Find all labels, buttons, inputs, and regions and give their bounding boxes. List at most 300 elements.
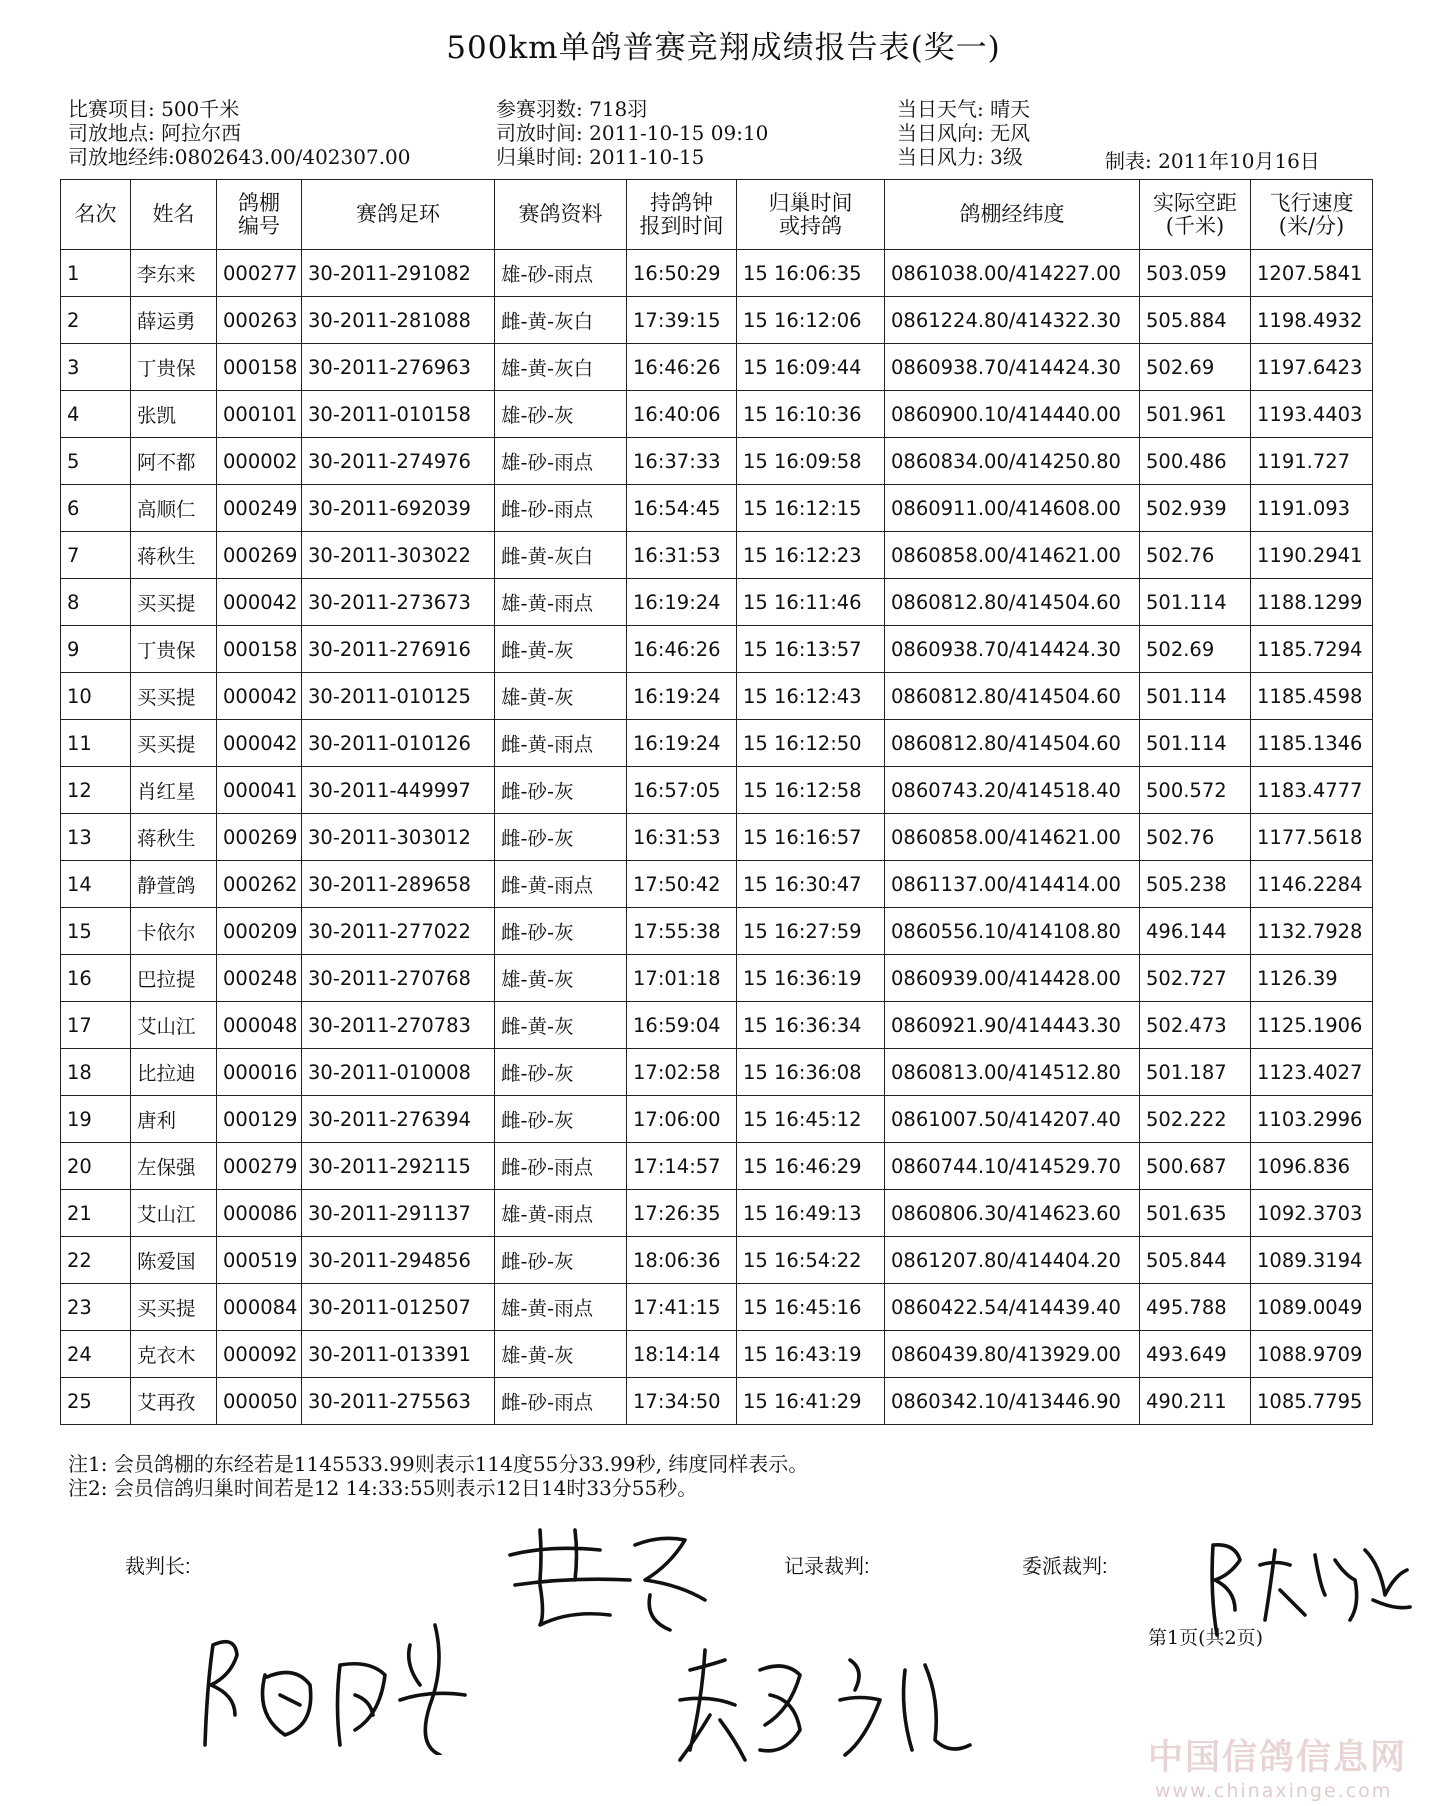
cell-speed: 1088.9709 (1251, 1331, 1373, 1378)
cell-ring: 30-2011-303022 (302, 532, 495, 579)
meta-wind-force: 当日风力: 3级 (897, 145, 1023, 169)
assigned-judge-label: 委派裁判: (1022, 1556, 1108, 1578)
cell-name: 肖红星 (131, 767, 217, 814)
cell-speed: 1092.3703 (1251, 1190, 1373, 1237)
cell-coords: 0860439.80/413929.00 (885, 1331, 1140, 1378)
cell-rank: 3 (61, 344, 131, 391)
cell-clock: 16:31:53 (627, 814, 737, 861)
table-row (61, 1002, 1373, 1049)
cell-rank: 6 (61, 485, 131, 532)
cell-rank: 13 (61, 814, 131, 861)
cell-arrival: 15 16:09:58 (737, 438, 885, 485)
table-row (61, 438, 1373, 485)
cell-loft: 000041 (217, 767, 302, 814)
cell-distance: 502.69 (1140, 344, 1251, 391)
cell-clock: 16:37:33 (627, 438, 737, 485)
cell-clock: 17:34:50 (627, 1378, 737, 1425)
table-row (61, 1143, 1373, 1190)
made-by-date: 制表: 2011年10月16日 (1105, 149, 1320, 173)
cell-clock: 16:19:24 (627, 579, 737, 626)
note-1: 注1: 会员鸽棚的东经若是1145533.99则表示114度55分33.99秒, 纬度同样表示。 (68, 1452, 809, 1476)
cell-clock: 17:41:15 (627, 1284, 737, 1331)
meta-release-place: 司放地点: 阿拉尔西 (68, 121, 242, 145)
cell-rank: 23 (61, 1284, 131, 1331)
cell-ring: 30-2011-692039 (302, 485, 495, 532)
cell-loft: 000129 (217, 1096, 302, 1143)
cell-arrival: 15 16:43:19 (737, 1331, 885, 1378)
cell-clock: 17:39:15 (627, 297, 737, 344)
header-speed-line1: 飞行速度 (1269, 190, 1354, 215)
header-arrival-line1: 归巢时间 (768, 190, 853, 215)
cell-info: 雌-黄-雨点 (495, 861, 627, 908)
cell-ring: 30-2011-270768 (302, 955, 495, 1002)
table-row (61, 955, 1373, 1002)
header-clock-line1: 持鸽钟 (650, 190, 713, 215)
meta-column-middle (496, 97, 768, 169)
cell-distance: 505.844 (1140, 1237, 1251, 1284)
cell-speed: 1146.2284 (1251, 861, 1373, 908)
cell-distance: 505.238 (1140, 861, 1251, 908)
cell-distance: 501.114 (1140, 673, 1251, 720)
table-row (61, 391, 1373, 438)
cell-clock: 18:06:36 (627, 1237, 737, 1284)
cell-name: 艾山江 (131, 1002, 217, 1049)
cell-clock: 16:57:05 (627, 767, 737, 814)
meta-column-left (68, 97, 411, 169)
cell-name: 买买提 (131, 673, 217, 720)
recorder-signature (470, 1525, 710, 1635)
cell-name: 蒋秋生 (131, 814, 217, 861)
cell-distance: 501.187 (1140, 1049, 1251, 1096)
table-row (61, 861, 1373, 908)
cell-arrival: 15 16:36:34 (737, 1002, 885, 1049)
cell-coords: 0861137.00/414414.00 (885, 861, 1140, 908)
cell-clock: 17:14:57 (627, 1143, 737, 1190)
cell-loft: 000262 (217, 861, 302, 908)
cell-speed: 1177.5618 (1251, 814, 1373, 861)
cell-speed: 1132.7928 (1251, 908, 1373, 955)
cell-loft: 000048 (217, 1002, 302, 1049)
cell-speed: 1190.2941 (1251, 532, 1373, 579)
cell-info: 雄-黄-雨点 (495, 1190, 627, 1237)
cell-speed: 1089.0049 (1251, 1284, 1373, 1331)
cell-rank: 18 (61, 1049, 131, 1096)
cell-ring: 30-2011-013391 (302, 1331, 495, 1378)
cell-arrival: 15 16:27:59 (737, 908, 885, 955)
results-table (60, 179, 1373, 1425)
table-row (61, 250, 1373, 297)
cell-speed: 1183.4777 (1251, 767, 1373, 814)
cell-ring: 30-2011-276916 (302, 626, 495, 673)
cell-distance: 502.473 (1140, 1002, 1251, 1049)
meta-column-right (897, 97, 1030, 169)
cell-coords: 0860938.70/414424.30 (885, 626, 1140, 673)
cell-info: 雌-砂-雨点 (495, 1378, 627, 1425)
cell-arrival: 15 16:10:36 (737, 391, 885, 438)
cell-name: 唐利 (131, 1096, 217, 1143)
cell-speed: 1123.4027 (1251, 1049, 1373, 1096)
table-row (61, 485, 1373, 532)
cell-name: 薛运勇 (131, 297, 217, 344)
cell-coords: 0860858.00/414621.00 (885, 814, 1140, 861)
cell-coords: 0860342.10/413446.90 (885, 1378, 1140, 1425)
cell-loft: 000158 (217, 344, 302, 391)
cell-clock: 18:14:14 (627, 1331, 737, 1378)
header-clock (627, 180, 737, 250)
cell-arrival: 15 16:16:57 (737, 814, 885, 861)
cell-ring: 30-2011-294856 (302, 1237, 495, 1284)
cell-clock: 16:59:04 (627, 1002, 737, 1049)
cell-clock: 17:06:00 (627, 1096, 737, 1143)
cell-distance: 501.635 (1140, 1190, 1251, 1237)
cell-distance: 505.884 (1140, 297, 1251, 344)
cell-info: 雌-黄-灰白 (495, 297, 627, 344)
cell-info: 雌-砂-灰 (495, 767, 627, 814)
cell-loft: 000519 (217, 1237, 302, 1284)
cell-name: 克衣木 (131, 1331, 217, 1378)
cell-rank: 5 (61, 438, 131, 485)
table-row (61, 1049, 1373, 1096)
cell-name: 买买提 (131, 579, 217, 626)
table-row (61, 579, 1373, 626)
cell-rank: 9 (61, 626, 131, 673)
cell-ring: 30-2011-276963 (302, 344, 495, 391)
cell-loft: 000101 (217, 391, 302, 438)
cell-ring: 30-2011-303012 (302, 814, 495, 861)
cell-name: 卡依尔 (131, 908, 217, 955)
cell-arrival: 15 16:45:12 (737, 1096, 885, 1143)
cell-clock: 17:01:18 (627, 955, 737, 1002)
cell-name: 李东来 (131, 250, 217, 297)
cell-arrival: 15 16:54:22 (737, 1237, 885, 1284)
cell-speed: 1185.4598 (1251, 673, 1373, 720)
cell-distance: 502.222 (1140, 1096, 1251, 1143)
cell-arrival: 15 16:12:06 (737, 297, 885, 344)
cell-rank: 1 (61, 250, 131, 297)
cell-name: 丁贵保 (131, 626, 217, 673)
cell-coords: 0860939.00/414428.00 (885, 955, 1140, 1002)
cell-speed: 1188.1299 (1251, 579, 1373, 626)
cell-loft: 000042 (217, 720, 302, 767)
cell-distance: 496.144 (1140, 908, 1251, 955)
cell-ring: 30-2011-274976 (302, 438, 495, 485)
cell-distance: 502.76 (1140, 814, 1251, 861)
cell-info: 雄-黄-灰白 (495, 344, 627, 391)
cell-speed: 1197.6423 (1251, 344, 1373, 391)
cell-arrival: 15 16:13:57 (737, 626, 885, 673)
cell-rank: 8 (61, 579, 131, 626)
meta-return-time: 归巢时间: 2011-10-15 (496, 145, 705, 169)
table-row (61, 297, 1373, 344)
results-body (61, 250, 1373, 1425)
cell-rank: 20 (61, 1143, 131, 1190)
cell-info: 雌-砂-灰 (495, 908, 627, 955)
cell-info: 雄-砂-雨点 (495, 438, 627, 485)
meta-release-time: 司放时间: 2011-10-15 09:10 (496, 121, 769, 145)
cell-ring: 30-2011-010008 (302, 1049, 495, 1096)
cell-loft: 000269 (217, 532, 302, 579)
cell-name: 艾山江 (131, 1190, 217, 1237)
table-row (61, 1237, 1373, 1284)
cell-rank: 17 (61, 1002, 131, 1049)
table-row (61, 767, 1373, 814)
cell-speed: 1191.093 (1251, 485, 1373, 532)
cell-coords: 0861207.80/414404.20 (885, 1237, 1140, 1284)
meta-item: 比赛项目: 500千米 (68, 97, 240, 121)
cell-clock: 16:54:45 (627, 485, 737, 532)
header-distance-line2: (千米) (1165, 213, 1225, 238)
cell-arrival: 15 16:36:08 (737, 1049, 885, 1096)
cell-name: 比拉迪 (131, 1049, 217, 1096)
table-row (61, 1190, 1373, 1237)
cell-coords: 0861224.80/414322.30 (885, 297, 1140, 344)
cell-coords: 0860813.00/414512.80 (885, 1049, 1140, 1096)
cell-rank: 25 (61, 1378, 131, 1425)
table-row (61, 673, 1373, 720)
cell-info: 雄-黄-灰 (495, 955, 627, 1002)
cell-coords: 0860812.80/414504.60 (885, 720, 1140, 767)
cell-arrival: 15 16:11:46 (737, 579, 885, 626)
cell-speed: 1126.39 (1251, 955, 1373, 1002)
table-row (61, 532, 1373, 579)
cell-speed: 1193.4403 (1251, 391, 1373, 438)
cell-clock: 16:31:53 (627, 532, 737, 579)
cell-ring: 30-2011-449997 (302, 767, 495, 814)
cell-coords: 0861038.00/414227.00 (885, 250, 1140, 297)
cell-coords: 0860900.10/414440.00 (885, 391, 1140, 438)
cell-name: 巴拉提 (131, 955, 217, 1002)
cell-arrival: 15 16:09:44 (737, 344, 885, 391)
cell-clock: 16:40:06 (627, 391, 737, 438)
cell-clock: 16:46:26 (627, 626, 737, 673)
cell-rank: 24 (61, 1331, 131, 1378)
cell-ring: 30-2011-276394 (302, 1096, 495, 1143)
cell-arrival: 15 16:12:58 (737, 767, 885, 814)
cell-coords: 0860911.00/414608.00 (885, 485, 1140, 532)
cell-ring: 30-2011-010125 (302, 673, 495, 720)
meta-wind-direction: 当日风向: 无风 (897, 121, 1031, 145)
cell-distance: 502.727 (1140, 955, 1251, 1002)
header-distance (1140, 180, 1251, 250)
cell-loft: 000269 (217, 814, 302, 861)
cell-clock: 16:50:29 (627, 250, 737, 297)
cell-info: 雌-砂-雨点 (495, 1143, 627, 1190)
cell-ring: 30-2011-273673 (302, 579, 495, 626)
cell-info: 雄-黄-灰 (495, 1331, 627, 1378)
recorder-signature-2 (650, 1640, 980, 1770)
note-2: 注2: 会员信鸽归巢时间若是12 14:33:55则表示12日14时33分55秒。 (68, 1476, 698, 1500)
cell-arrival: 15 16:46:29 (737, 1143, 885, 1190)
cell-info: 雌-砂-灰 (495, 814, 627, 861)
header-rank: 名次 (61, 180, 131, 250)
cell-rank: 16 (61, 955, 131, 1002)
cell-arrival: 15 16:45:16 (737, 1284, 885, 1331)
cell-info: 雄-砂-雨点 (495, 250, 627, 297)
cell-loft: 000050 (217, 1378, 302, 1425)
header-info: 赛鸽资料 (495, 180, 627, 250)
cell-info: 雌-黄-灰 (495, 626, 627, 673)
cell-speed: 1207.5841 (1251, 250, 1373, 297)
cell-distance: 493.649 (1140, 1331, 1251, 1378)
cell-clock: 16:19:24 (627, 720, 737, 767)
cell-arrival: 15 16:06:35 (737, 250, 885, 297)
cell-distance: 490.211 (1140, 1378, 1251, 1425)
header-coords: 鸽棚经纬度 (885, 180, 1140, 250)
cell-info: 雌-砂-灰 (495, 1049, 627, 1096)
cell-rank: 11 (61, 720, 131, 767)
cell-loft: 000042 (217, 579, 302, 626)
cell-clock: 17:26:35 (627, 1190, 737, 1237)
cell-name: 买买提 (131, 720, 217, 767)
header-speed-line2: (米/分) (1278, 213, 1345, 238)
cell-speed: 1096.836 (1251, 1143, 1373, 1190)
cell-speed: 1185.7294 (1251, 626, 1373, 673)
cell-speed: 1191.727 (1251, 438, 1373, 485)
header-ring: 赛鸽足环 (302, 180, 495, 250)
cell-rank: 22 (61, 1237, 131, 1284)
cell-name: 左保强 (131, 1143, 217, 1190)
cell-rank: 12 (61, 767, 131, 814)
cell-info: 雄-砂-灰 (495, 391, 627, 438)
notes (68, 1452, 808, 1500)
cell-loft: 000249 (217, 485, 302, 532)
cell-speed: 1103.2996 (1251, 1096, 1373, 1143)
cell-info: 雌-黄-灰白 (495, 532, 627, 579)
table-row (61, 908, 1373, 955)
cell-distance: 502.69 (1140, 626, 1251, 673)
cell-clock: 16:19:24 (627, 673, 737, 720)
cell-arrival: 15 16:36:19 (737, 955, 885, 1002)
cell-distance: 501.114 (1140, 579, 1251, 626)
cell-info: 雄-黄-雨点 (495, 579, 627, 626)
cell-ring: 30-2011-012507 (302, 1284, 495, 1331)
cell-ring: 30-2011-275563 (302, 1378, 495, 1425)
cell-rank: 15 (61, 908, 131, 955)
cell-loft: 000277 (217, 250, 302, 297)
cell-name: 阿不都 (131, 438, 217, 485)
cell-clock: 17:50:42 (627, 861, 737, 908)
cell-arrival: 15 16:12:23 (737, 532, 885, 579)
cell-distance: 495.788 (1140, 1284, 1251, 1331)
cell-loft: 000279 (217, 1143, 302, 1190)
watermark-text: 中国信鸽信息网 (1148, 1738, 1408, 1778)
cell-name: 买买提 (131, 1284, 217, 1331)
cell-loft: 000209 (217, 908, 302, 955)
cell-speed: 1185.1346 (1251, 720, 1373, 767)
cell-ring: 30-2011-010158 (302, 391, 495, 438)
table-row (61, 626, 1373, 673)
cell-ring: 30-2011-277022 (302, 908, 495, 955)
cell-rank: 14 (61, 861, 131, 908)
table-row (61, 344, 1373, 391)
page-number: 第1页(共2页) (1148, 1627, 1264, 1649)
cell-coords: 0860744.10/414529.70 (885, 1143, 1140, 1190)
cell-info: 雌-砂-灰 (495, 1237, 627, 1284)
table-row (61, 1331, 1373, 1378)
cell-speed: 1125.1906 (1251, 1002, 1373, 1049)
meta-release-coords: 司放地经纬:0802643.00/402307.00 (68, 145, 411, 169)
cell-name: 丁贵保 (131, 344, 217, 391)
cell-distance: 500.486 (1140, 438, 1251, 485)
chief-judge-signature (195, 1605, 475, 1755)
cell-coords: 0860812.80/414504.60 (885, 673, 1140, 720)
cell-loft: 000002 (217, 438, 302, 485)
cell-loft: 000084 (217, 1284, 302, 1331)
cell-coords: 0860806.30/414623.60 (885, 1190, 1140, 1237)
cell-arrival: 15 16:12:43 (737, 673, 885, 720)
cell-coords: 0860812.80/414504.60 (885, 579, 1140, 626)
cell-distance: 501.114 (1140, 720, 1251, 767)
cell-info: 雌-砂-灰 (495, 1096, 627, 1143)
cell-loft: 000158 (217, 626, 302, 673)
watermark-url: www.chinaxinge.com (1155, 1780, 1393, 1802)
cell-distance: 503.059 (1140, 250, 1251, 297)
cell-arrival: 15 16:12:15 (737, 485, 885, 532)
cell-name: 艾再孜 (131, 1378, 217, 1425)
cell-distance: 502.76 (1140, 532, 1251, 579)
cell-info: 雄-黄-灰 (495, 673, 627, 720)
cell-rank: 10 (61, 673, 131, 720)
cell-coords: 0860921.90/414443.30 (885, 1002, 1140, 1049)
cell-loft: 000086 (217, 1190, 302, 1237)
meta-entries: 参赛羽数: 718羽 (496, 97, 648, 121)
cell-rank: 19 (61, 1096, 131, 1143)
recorder-judge-label: 记录裁判: (784, 1556, 870, 1578)
cell-ring: 30-2011-291137 (302, 1190, 495, 1237)
chief-judge-label: 裁判长: (125, 1556, 191, 1578)
cell-distance: 500.572 (1140, 767, 1251, 814)
cell-clock: 17:55:38 (627, 908, 737, 955)
cell-loft: 000248 (217, 955, 302, 1002)
cell-speed: 1198.4932 (1251, 297, 1373, 344)
cell-distance: 501.961 (1140, 391, 1251, 438)
cell-coords: 0860743.20/414518.40 (885, 767, 1140, 814)
cell-rank: 21 (61, 1190, 131, 1237)
cell-coords: 0860422.54/414439.40 (885, 1284, 1140, 1331)
cell-loft: 000042 (217, 673, 302, 720)
cell-speed: 1089.3194 (1251, 1237, 1373, 1284)
table-header-row (61, 180, 1373, 250)
cell-arrival: 15 16:12:50 (737, 720, 885, 767)
meta-weather: 当日天气: 晴天 (897, 97, 1031, 121)
cell-ring: 30-2011-010126 (302, 720, 495, 767)
cell-arrival: 15 16:30:47 (737, 861, 885, 908)
cell-clock: 16:46:26 (627, 344, 737, 391)
cell-coords: 0861007.50/414207.40 (885, 1096, 1140, 1143)
header-name: 姓名 (131, 180, 217, 250)
header-distance-line1: 实际空距 (1153, 190, 1237, 215)
table-row (61, 1096, 1373, 1143)
cell-coords: 0860834.00/414250.80 (885, 438, 1140, 485)
cell-loft: 000016 (217, 1049, 302, 1096)
cell-ring: 30-2011-289658 (302, 861, 495, 908)
cell-distance: 502.939 (1140, 485, 1251, 532)
cell-info: 雌-黄-雨点 (495, 720, 627, 767)
cell-name: 张凯 (131, 391, 217, 438)
cell-clock: 17:02:58 (627, 1049, 737, 1096)
cell-coords: 0860556.10/414108.80 (885, 908, 1140, 955)
header-loft (217, 180, 302, 250)
header-clock-line2: 报到时间 (639, 213, 724, 238)
cell-ring: 30-2011-281088 (302, 297, 495, 344)
cell-distance: 500.687 (1140, 1143, 1251, 1190)
cell-info: 雌-砂-雨点 (495, 485, 627, 532)
table-row (61, 814, 1373, 861)
cell-loft: 000092 (217, 1331, 302, 1378)
cell-name: 静萱鸽 (131, 861, 217, 908)
header-loft-line1: 鸽棚 (238, 190, 280, 215)
cell-name: 陈爱国 (131, 1237, 217, 1284)
